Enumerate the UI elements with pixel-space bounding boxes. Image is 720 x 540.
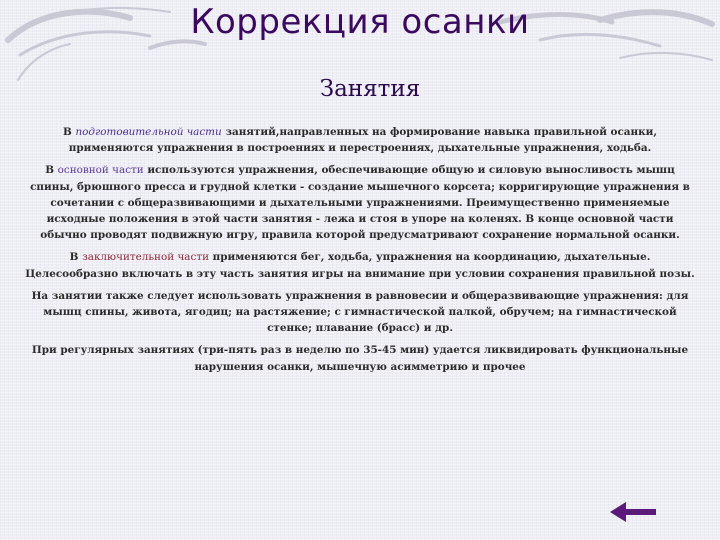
term-main-part: основной части [57,164,144,177]
paragraph-preparatory: В подготовительной части занятий,направленных на формирование навыка правильной осанки, применяются упражнения в построениях и перестроениях, дыхательные упражнения, ходьба. [63,126,657,155]
paragraph-additional: На занятии также следует использовать упражнения в равновесии и общеразвивающие упражнения: для мышц спины, живота, ягодиц; на растяжение; с гимнастической палкой, обручем; на гимнастической стенке; плавание (брасс) и др. [31,289,689,335]
paragraph-final: В заключительной части применяются бег, ходьба, упражнения на координацию, дыхательные. Целесообразно включать в эту часть занятия игры на внимание при условии сохранения правильной позы. [25,251,695,280]
term-preparatory-part: подготовительной части [75,126,222,138]
paragraph-main: В основной части используются упражнения, обеспечивающие общую и силовую выносливость мышц спины, брюшного пресса и грудной клетки - создание мышечного корсета; корригирующие упражнения в сочетании с общеразвивающими и дыхательными упражнениями. Преимущественно применяемые исходные положения в этой части занятия - лежа и стоя в упоре на коленях. В конце основной части обычно проводят подвижную игру, правила которой предусматривают сохранение нормальной осанки. [30,164,690,242]
section-subtitle: Занятия [319,76,421,102]
body-text [22,124,698,381]
left-arrow-icon[interactable] [610,500,658,524]
paragraph-results: При регулярных занятиях (три-пять раз в неделю по 35-45 мин) удается ликвидировать функциональные нарушения осанки, мышечную асимметрию и прочее [31,344,689,373]
page-title: Коррекция осанки [190,2,530,42]
term-final-part: заключительной части [82,251,209,264]
back-button[interactable] [610,502,656,522]
